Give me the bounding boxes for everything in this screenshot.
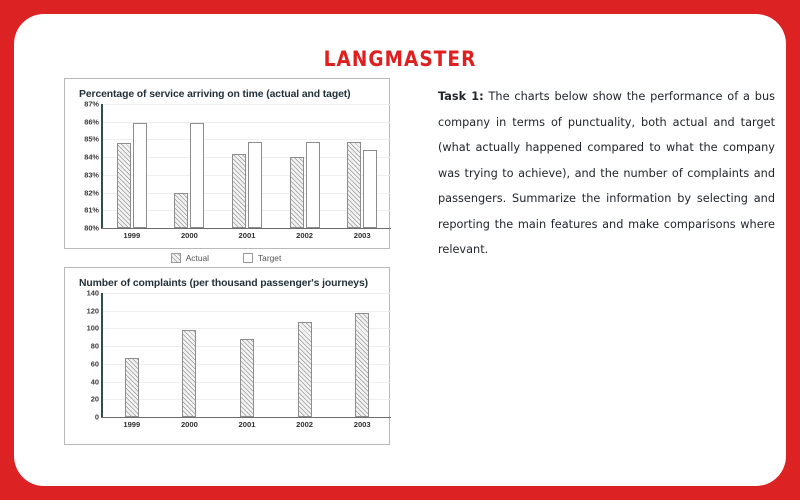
complaints-x-tick: 2003 [353,420,371,429]
chart-complaints-y-axis-labels [73,288,99,422]
chart-complaints [64,267,390,445]
legend-label-actual: Actual [185,253,209,263]
chart-punctuality [64,78,390,263]
complaints-y-tick: 0 [94,412,99,422]
legend-swatch-target-icon [243,253,253,263]
punctuality-y-tick: 80% [84,223,99,233]
legend-item-target [243,253,281,263]
chart-complaints-bars [103,293,391,417]
legend-swatch-actual-icon [171,253,181,263]
task-prompt [438,84,775,263]
punctuality-y-tick: 87% [84,99,99,109]
chart-punctuality-title: Percentage of service arriving on time (actual and taget) [79,89,351,100]
chart-complaints-x-axis-labels [103,420,391,434]
chart-punctuality-plot [73,99,379,246]
punctuality-y-tick: 81% [84,205,99,215]
chart-complaints-plot [73,288,379,441]
punctuality-x-tick: 2000 [180,231,198,240]
punctuality-y-tick: 83% [84,170,99,180]
task-label: Task 1: [438,90,484,103]
complaints-bar-group [103,293,391,417]
charts-column [64,78,392,445]
complaints-x-tick: 2001 [238,420,256,429]
chart-punctuality-x-axis-line [101,228,391,229]
chart-punctuality-y-axis-labels [73,99,99,233]
punctuality-y-tick: 82% [84,188,99,198]
complaints-y-tick: 60 [90,359,99,369]
punctuality-y-tick: 84% [84,152,99,162]
complaints-y-tick: 120 [86,306,99,316]
complaints-x-tick: 2000 [180,420,198,429]
chart-punctuality-bars [103,104,391,228]
chart-punctuality-legend [73,253,379,263]
complaints-y-tick: 100 [86,323,99,333]
punctuality-x-tick: 1999 [123,231,141,240]
punctuality-x-tick: 2003 [353,231,371,240]
punctuality-x-tick: 2002 [296,231,314,240]
chart-punctuality-x-axis-labels [103,231,391,245]
punctuality-bar-2003-actual [347,142,361,228]
chart-complaints-x-axis-line [101,417,391,418]
complaints-y-tick: 40 [90,377,99,387]
complaints-x-tick: 1999 [123,420,141,429]
legend-label-target: Target [258,253,282,263]
complaints-bar-2003 [355,313,369,418]
complaints-y-tick: 20 [90,394,99,404]
legend-item-actual [171,253,209,263]
chart-complaints-title: Number of complaints (per thousand passenger's journeys) [79,278,369,289]
punctuality-x-tick: 2001 [238,231,256,240]
task-body: The charts below show the performance of a bus company in terms of punctuality, both actual and target (what actually happened compared to what the company was trying to achieve), and the number of complaints and passengers. Summarize the information by selecting and reporting the main features and make comparisons where relevant. [438,90,775,256]
complaints-y-tick: 140 [86,288,99,298]
punctuality-y-tick: 85% [84,134,99,144]
card-panel [14,14,786,486]
punctuality-y-tick: 86% [84,117,99,127]
punctuality-bar-2003-target [363,150,377,228]
brand-logo: LANGMASTER [323,47,477,71]
complaints-y-tick: 80 [90,341,99,351]
complaints-x-tick: 2002 [296,420,314,429]
punctuality-bar-group [103,104,391,228]
